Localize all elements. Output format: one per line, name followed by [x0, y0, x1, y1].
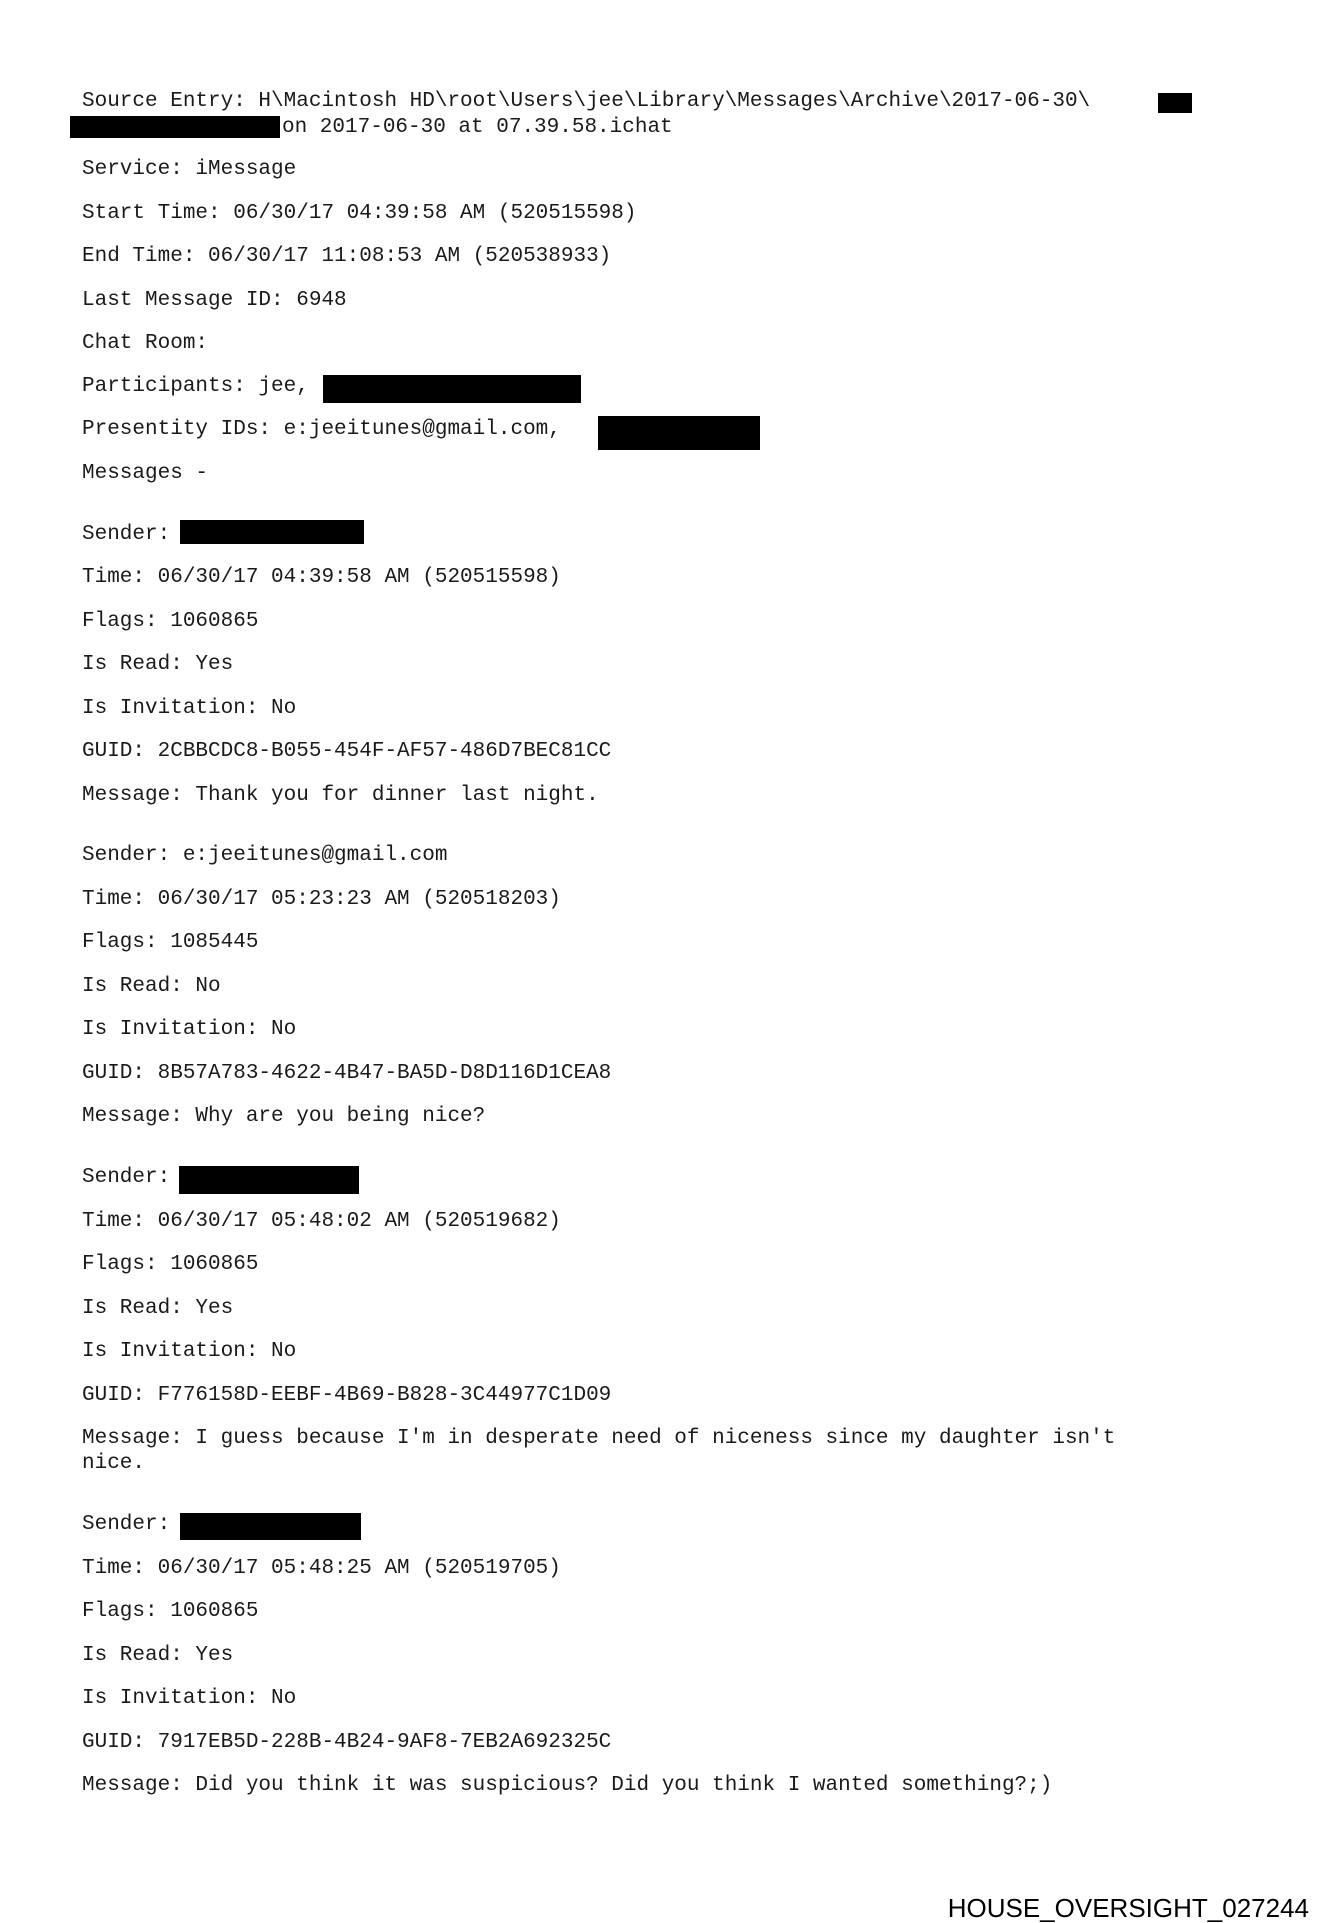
redaction-box — [180, 1513, 361, 1540]
time-line: Time: 06/30/17 05:23:23 AM (520518203) — [82, 888, 561, 911]
chat-room-line: Chat Room: — [82, 332, 209, 355]
is-invitation-line: Is Invitation: No — [82, 1018, 297, 1041]
flags-line: Flags: 1060865 — [82, 1600, 259, 1623]
sender-line: Sender: — [82, 523, 171, 546]
sender-line: Sender: — [82, 1513, 171, 1536]
participants-line: Participants: jee, — [82, 375, 309, 398]
is-read-line: Is Read: Yes — [82, 1297, 234, 1320]
redaction-box — [180, 520, 364, 544]
guid-line: GUID: 8B57A783-4622-4B47-BA5D-D8D116D1CEA8 — [82, 1062, 612, 1085]
source-entry-line-2: on 2017-06-30 at 07.39.58.ichat — [282, 116, 673, 139]
bates-number: HOUSE_OVERSIGHT_027244 — [947, 1893, 1309, 1923]
sender-line: Sender: — [82, 1166, 171, 1189]
message-text-line: Message: Did you think it was suspicious? Did you think I wanted something?;) — [82, 1774, 1053, 1797]
end-time-line: End Time: 06/30/17 11:08:53 AM (520538933) — [82, 245, 612, 268]
guid-line: GUID: 7917EB5D-228B-4B24-9AF8-7EB2A692325C — [82, 1731, 612, 1754]
start-time-line: Start Time: 06/30/17 04:39:58 AM (520515598) — [82, 202, 637, 225]
message-text-line-2: nice. — [82, 1452, 146, 1475]
is-invitation-line: Is Invitation: No — [82, 1687, 297, 1710]
message-text-line: Message: Why are you being nice? — [82, 1105, 486, 1128]
last-message-id-line: Last Message ID: 6948 — [82, 289, 347, 312]
message-text-line: Message: Thank you for dinner last night. — [82, 784, 599, 807]
redaction-box — [1158, 93, 1192, 113]
time-line: Time: 06/30/17 04:39:58 AM (520515598) — [82, 566, 561, 589]
is-read-line: Is Read: Yes — [82, 653, 234, 676]
is-invitation-line: Is Invitation: No — [82, 1340, 297, 1363]
redaction-box — [323, 375, 581, 403]
message-text-line: Message: I guess because I'm in desperate need of niceness since my daughter isn't — [82, 1427, 1116, 1450]
redaction-box — [179, 1166, 359, 1194]
redaction-box — [598, 416, 760, 450]
is-invitation-line: Is Invitation: No — [82, 697, 297, 720]
time-line: Time: 06/30/17 05:48:02 AM (520519682) — [82, 1210, 561, 1233]
sender-line: Sender: e:jeeitunes@gmail.com — [82, 844, 448, 867]
flags-line: Flags: 1060865 — [82, 1253, 259, 1276]
time-line: Time: 06/30/17 05:48:25 AM (520519705) — [82, 1557, 561, 1580]
is-read-line: Is Read: No — [82, 975, 221, 998]
messages-label: Messages - — [82, 462, 209, 485]
source-entry-line-1: Source Entry: H\Macintosh HD\root\Users\jee\Library\Messages\Archive\2017-06-30\ — [82, 90, 1091, 113]
service-line: Service: iMessage — [82, 158, 297, 181]
flags-line: Flags: 1060865 — [82, 610, 259, 633]
flags-line: Flags: 1085445 — [82, 931, 259, 954]
guid-line: GUID: F776158D-EEBF-4B69-B828-3C44977C1D09 — [82, 1384, 612, 1407]
presentity-ids-line: Presentity IDs: e:jeeitunes@gmail.com, — [82, 418, 561, 441]
is-read-line: Is Read: Yes — [82, 1644, 234, 1667]
guid-line: GUID: 2CBBCDC8-B055-454F-AF57-486D7BEC81CC — [82, 740, 612, 763]
redaction-box — [70, 116, 280, 138]
